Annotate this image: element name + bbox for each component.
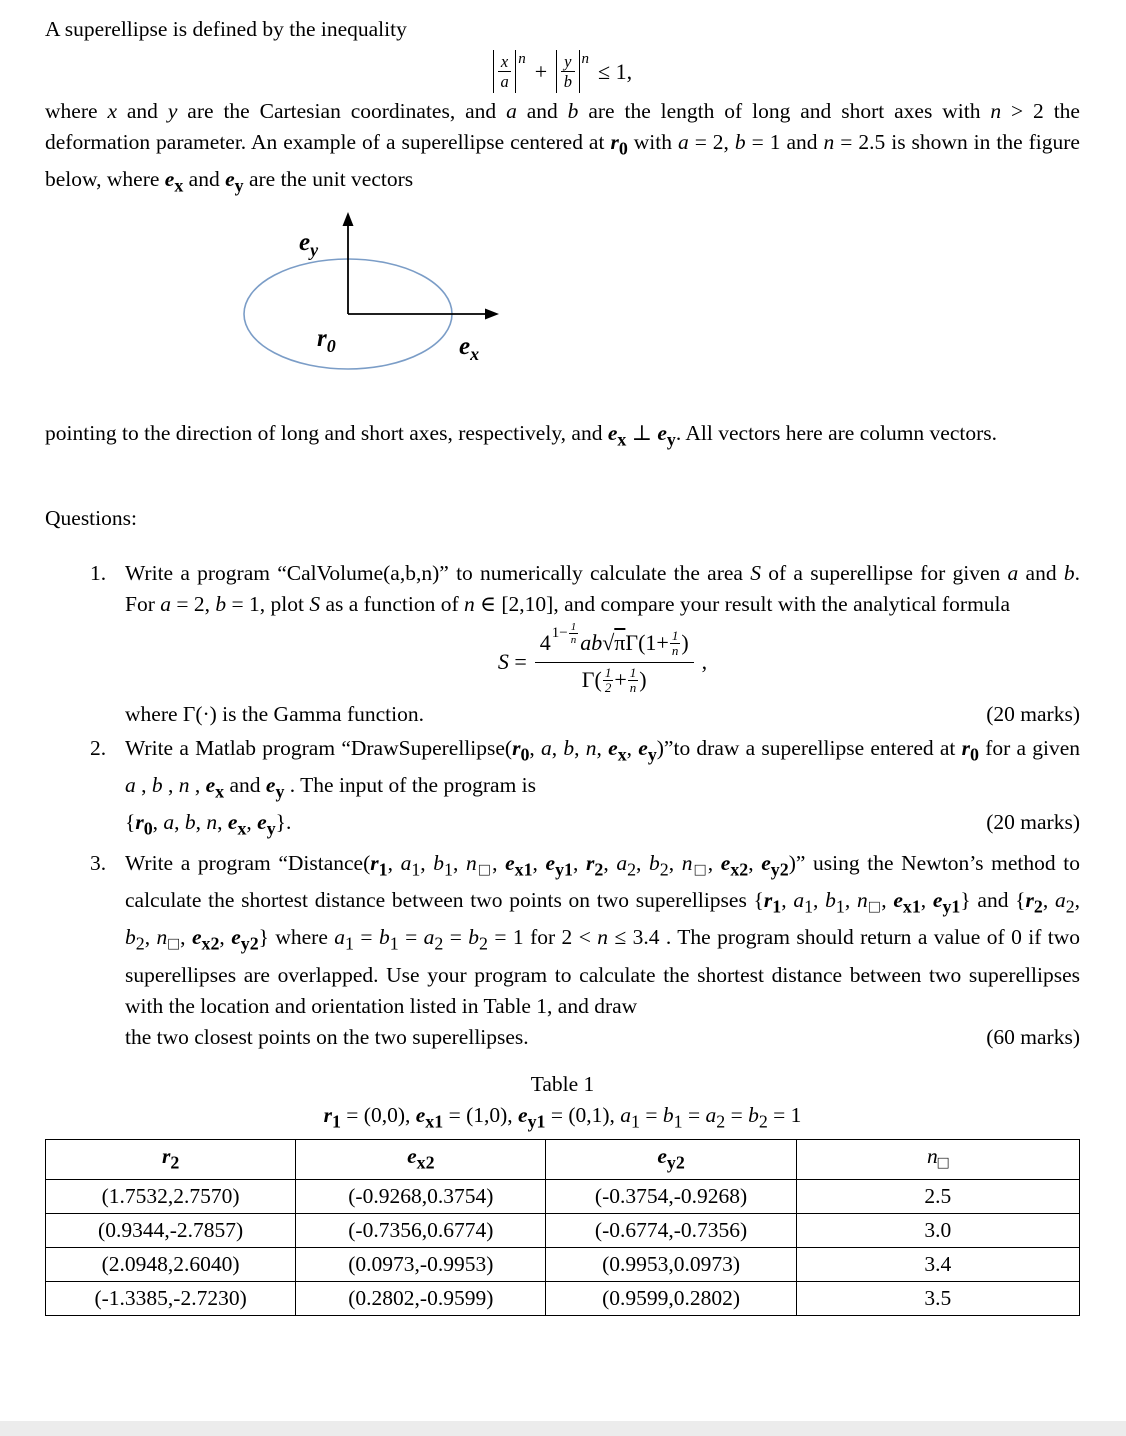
table-cell: (-0.6774,-0.7356) bbox=[546, 1214, 796, 1248]
table-caption: Table 1 bbox=[530, 1071, 595, 1096]
question-1-number: 1. bbox=[90, 560, 107, 585]
question-2-tail: {$r_0$, a, b, n, $e_x$, $e_y$}. bbox=[125, 810, 292, 839]
table-cell: (0.2802,-0.9599) bbox=[296, 1282, 546, 1316]
absolute-value-bars bbox=[493, 50, 516, 93]
fraction-denominator: Γ( 1 2 + $\frac{1}{n}$ ) bbox=[581, 664, 647, 695]
abs-term-y: $\frac{y}{b}$ $^n$ bbox=[556, 50, 589, 93]
table-cell: 3.5 bbox=[796, 1282, 1079, 1316]
pointing-paragraph: pointing to the direction of long and short axes, respectively, and $e_x$ ⊥ $e_y$. All vectors here are column vectors. bbox=[45, 420, 998, 449]
table-subcaption: $r_1 = (0,0)$, $e_{x1} = (1,0)$, $e_{y1} = (0,1)$, $a_1 = b_1 = a_2 = b_2 = 1$ bbox=[323, 1102, 802, 1131]
question-3-number: 3. bbox=[90, 850, 107, 875]
inline-fraction: $\frac{1}{n}$ bbox=[671, 627, 679, 658]
question-1-marks: (20 marks) bbox=[986, 701, 1080, 726]
superellipse-figure bbox=[223, 208, 1080, 394]
table-cell: (-1.3385,-2.7230) bbox=[46, 1282, 296, 1316]
x-axis-arrowhead bbox=[485, 308, 499, 319]
figure-canvas bbox=[223, 208, 543, 394]
inline-fraction: $\frac{1}{n}$ bbox=[629, 664, 637, 695]
question-1-body bbox=[125, 558, 1080, 730]
table-cell: 3.0 bbox=[796, 1214, 1079, 1248]
question-2-tail-row bbox=[125, 807, 1080, 844]
question-3-marks: (60 marks) bbox=[986, 1024, 1080, 1049]
table-cell: (2.0948,2.6040) bbox=[46, 1248, 296, 1282]
table-cell: (0.9599,0.2802) bbox=[546, 1282, 796, 1316]
question-1 bbox=[45, 558, 1080, 730]
formula-lhs: S = bbox=[497, 648, 527, 674]
question-3-tail-row bbox=[125, 1022, 1080, 1053]
exponent: 1− 1 n bbox=[551, 620, 577, 646]
absolute-value-bars bbox=[556, 50, 579, 93]
fraction-denominator: b bbox=[563, 72, 572, 91]
formula-fraction bbox=[535, 620, 694, 695]
r0-label: $r_0$ bbox=[317, 324, 336, 356]
question-3-body bbox=[125, 848, 1080, 1053]
question-1-text: Write a program “CalVolume(a,b,n)” to numerically calculate the area S of a superellipse for given a and b. For a = 2, b = 1, plot S as a function of n ∈ [2,10], and compare your result with the analytical formula bbox=[125, 560, 1080, 616]
table-row bbox=[46, 1214, 1080, 1248]
fraction-numerator: x bbox=[498, 52, 511, 72]
fraction-numerator: y bbox=[561, 52, 574, 72]
abs-term-x: $\frac{x}{a}$ $^n$ bbox=[493, 50, 526, 93]
area-formula bbox=[125, 620, 1080, 695]
relation-leq-1: ≤ 1, bbox=[598, 58, 633, 84]
fraction-denominator: a bbox=[500, 72, 509, 91]
column-header-ey2: $e_{y2}$ bbox=[546, 1139, 796, 1179]
inline-fraction: 1 2 bbox=[604, 664, 612, 695]
y-axis-arrowhead bbox=[343, 212, 354, 226]
page-bottom-edge bbox=[0, 1421, 1126, 1436]
table-row bbox=[46, 1180, 1080, 1214]
table-cell: (0.9344,-2.7857) bbox=[46, 1214, 296, 1248]
plus-operator: + bbox=[534, 58, 548, 84]
column-header-ex2: $e_{x2}$ bbox=[296, 1139, 546, 1179]
question-2-body bbox=[125, 733, 1080, 845]
table-cell: (-0.9268,0.3754) bbox=[296, 1180, 546, 1214]
question-2-text: Write a Matlab program “$DrawSuperellipse(r_0$, a, b, n, $e_x$, $e_y)”to$ draw a superellipse entered at $r_0$ for a given a , b , n , $e_x$ and $e_y$ . The input of the program is bbox=[125, 735, 1081, 802]
table-header-row bbox=[46, 1139, 1080, 1179]
table-cell: (-0.7356,0.6774) bbox=[296, 1214, 546, 1248]
question-2-marks: (20 marks) bbox=[986, 810, 1080, 835]
intro-line: A superellipse is defined by the inequality bbox=[45, 17, 407, 41]
question-1-tail-row bbox=[125, 699, 1080, 730]
question-2-number: 2. bbox=[90, 735, 107, 760]
intro-paragraph: where x and y are the Cartesian coordinates, and a and b are the length of long and short axes with n > 2 the deformation parameter. An example of a superellipse centered at $r_0$ with a = 2, b = 1 and n = 2.5 is shown in the figure below, where $e_x$ and $e_y$ are the unit vectors bbox=[45, 99, 1080, 196]
table-1 bbox=[45, 1139, 1080, 1316]
ex-label: $e_x$ bbox=[459, 332, 480, 364]
questions-heading: Questions: bbox=[45, 505, 137, 530]
table-row bbox=[46, 1248, 1080, 1282]
question-3-text: Write a program “$Distance(r_1$, $a_1$, $b_1$, $n_□$, $e_{x1}$, $e_{y1}$, $r_2$, $a_2$, $b_2$, $n_□$, $e_{x2}$, $e_{y2}$)” using the Newton’s method to calculate the shortest distance between two points on two superellipses {$r_1$, $a_1$, $b_1$, $n_□$, $e_{x1}$, $e_{y1}$} and {$r_2$, $a_2$, $b_2$, $n_□$, $e_{x2}$, $e_{y2}$} where $a_1 = b_1 = a_2 = b_2 = 1$ for 2 < n ≤ 3.4 . The program should return a value of 0 if two superellipses are overlapped. Use your program to calculate the shortest distance between two superellipses with the location and orientation listed in Table 1, and draw bbox=[125, 850, 1081, 1018]
table-row bbox=[46, 1282, 1080, 1316]
question-3 bbox=[45, 848, 1080, 1053]
question-3-tail: the two closest points on the two superellipses. bbox=[125, 1024, 529, 1049]
superellipse-inequality-formula bbox=[45, 50, 1080, 93]
table-cell: (1.7532,2.7570) bbox=[46, 1180, 296, 1214]
ey-label: $e_y$ bbox=[299, 228, 319, 260]
table-cell: (0.9953,0.0973) bbox=[546, 1248, 796, 1282]
column-header-n: $n_□$ bbox=[796, 1139, 1079, 1179]
question-2 bbox=[45, 733, 1080, 845]
question-1-tail: where Γ(·) is the Gamma function. bbox=[125, 701, 424, 726]
column-header-r2: $r_2$ bbox=[46, 1139, 296, 1179]
formula-comma: , bbox=[701, 648, 708, 674]
table-cell: 2.5 bbox=[796, 1180, 1079, 1214]
table-cell: 3.4 bbox=[796, 1248, 1079, 1282]
fraction-numerator: 4 $^{1- \frac{1}{n}}$ ab √ π Γ(1+ $\frac{1}{n}$ ) bbox=[535, 629, 694, 663]
table-cell: (-0.3754,-0.9268) bbox=[546, 1180, 796, 1214]
table-cell: (0.0973,-0.9953) bbox=[296, 1248, 546, 1282]
